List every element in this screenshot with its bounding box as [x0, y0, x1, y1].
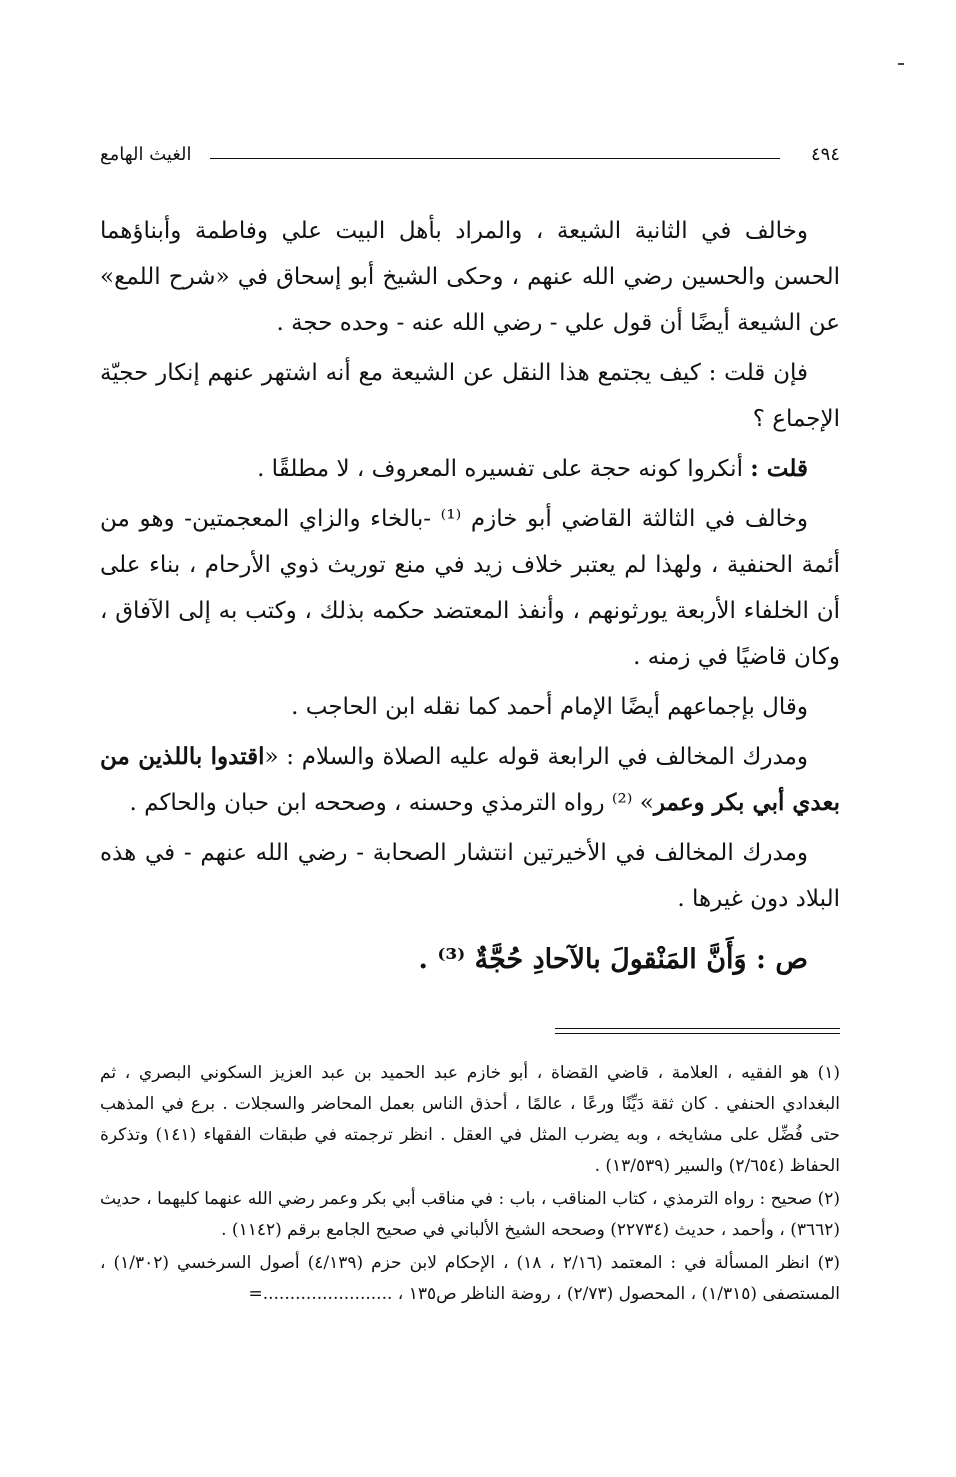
hadith-intro: ومدرك المخالف في الرابعة قوله عليه الصلاة والسلام : «: [264, 744, 808, 770]
paragraph: وخالف في الثانية الشيعة ، والمراد بأهل البيت علي وفاطمة وأبناؤهما الحسن والحسين رضي الله عنهم ، وحكى الشيخ أبو إسحاق في «شرح اللمع» عن الشيعة أيضًا أن قول علي - رضي الله عنه - وحده حجة .: [100, 218, 840, 336]
scan-mark: [898, 63, 904, 65]
paragraph: وقال بإجماعهم أيضًا الإمام أحمد كما نقله ابن الحاجب .: [291, 694, 808, 720]
footnote-separator: [555, 1028, 840, 1034]
footnote: (١) هو الفقيه ، العلامة ، قاضي القضاة ، أبو خازم عبد الحميد بن عبد العزيز السكوني البصري ، ثم البغدادي الحنفي . كان ثقة دَيِّنًا ورعًا ، عالمًا ، أحذق الناس بعمل المحاضر والسجلات . برع في المذهب حتى فُضِّل على مشايخه ، وبه يضرب المثل في العقل . انظر ترجمته في طبقات الفقهاء (١٤١) وتذكرة الحفاظ (٢/٦٥٤) والسير (١٣/٥٣٩) .: [100, 1063, 841, 1176]
paragraph: فإن قلت : كيف يجتمع هذا النقل عن الشيعة مع أنه اشتهر عنهم إنكار حجيّة الإجماع ؟: [100, 360, 840, 432]
footnote: (٣) انظر المسألة في : المعتمد (٢/١٦ ، ١٨) ، الإحكام لابن حزم (٤/١٣٩) أصول السرخسي (١/٣٠٢) ، المستصفى (١/٣١٥) ، المحصول (٢/٧٣) ، روضة الناظر ص١٣٥ ، ........................=: [100, 1253, 841, 1304]
footnote: (٢) صحيح : رواه الترمذي ، كتاب المناقب ، باب : في مناقب أبي بكر وعمر رضي الله عنهما كليهما ، حديث (٣٦٦٢) ، وأحمد ، حديث (٢٢٧٣٤) وصححه الشيخ الألباني في صحيح الجامع برقم (١١٤٢) .: [100, 1189, 840, 1240]
answer-text: أنكروا كونه حجة على تفسيره المعروف ، لا مطلقًا .: [257, 456, 751, 482]
matn-heading: ص : وَأَنَّ المَنْقولَ بالآحادِ حُجَّةٌ ⁽³⁾ .: [418, 944, 808, 975]
main-text: [100, 208, 840, 984]
running-head: [100, 140, 840, 170]
page-number: ٤٩٤: [810, 144, 840, 165]
answer-label: قلت :: [750, 455, 808, 482]
paragraph: ومدرك المخالف في الأخيرتين انتشار الصحابة - رضي الله عنهم - في هذه البلاد دون غيرها .: [100, 840, 840, 912]
book-title: الغيث الهامع: [100, 144, 192, 165]
hadith-quote: اقتدوا باللذين من بعدي أبي بكر وعمر: [100, 743, 840, 816]
answer-paragraph: [100, 446, 840, 492]
footnotes: [100, 1058, 840, 1310]
paragraph: وخالف في الثالثة القاضي أبو خازم ⁽¹⁾ -بالخاء والزاي المعجمتين- وهو من أئمة الحنفية ، ولهذا لم يعتبر خلاف زيد في منع توريث ذوي الأرحام ، بناء على أن الخلفاء الأربعة يورثونهم ، وأنفذ المعتضد حكمه بذلك ، وكتب به إلى الآفاق ، وكان قاضيًا في زمنه .: [100, 506, 840, 670]
header-rule: [210, 158, 780, 159]
hadith-source: » ⁽²⁾ رواه الترمذي وحسنه ، وصححه ابن حبان والحاكم .: [129, 790, 654, 816]
book-page: [100, 140, 840, 1312]
hadith-paragraph: [100, 734, 840, 826]
